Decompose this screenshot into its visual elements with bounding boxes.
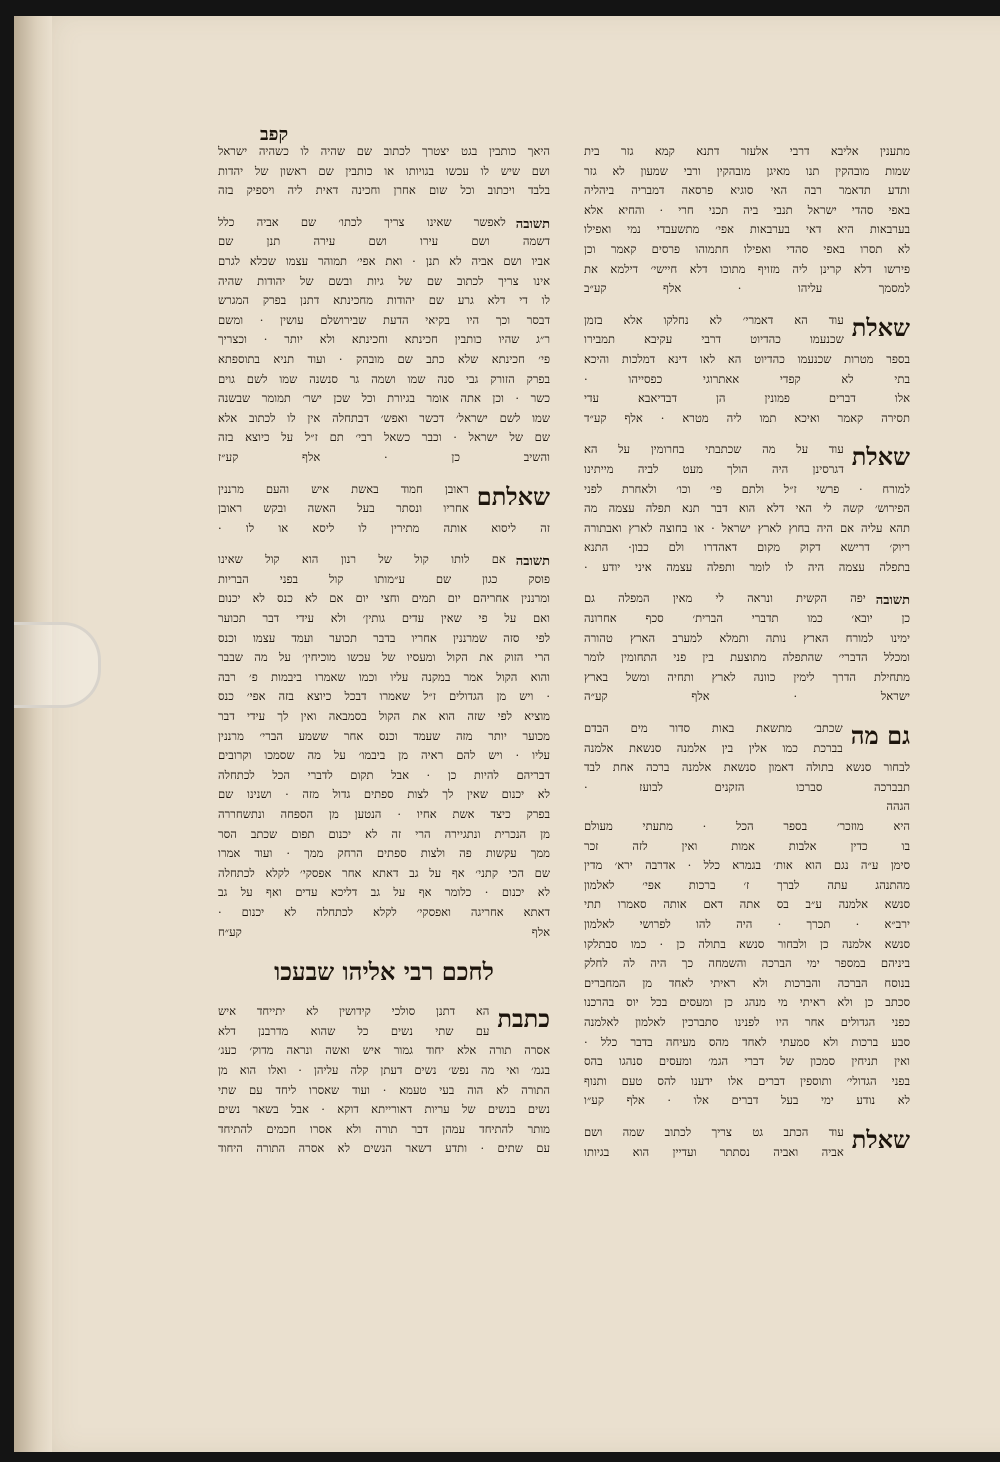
text-line: מן הנכרית ונתגיירה הרי זה לא יכנום תפום שכתב הסר [218,826,550,841]
text-line: בגמ׳ ואי מה נפש׳ נשים דעתן קלה עליהן · ואלו הוא מן [218,1062,550,1077]
text-line: היאך כותבין בגט יצטרך לכתוב שם שהיה לו כשהיה ישראל [218,144,550,158]
text-line: עוד על מה שכתבתי בחרומין על הא [584,442,844,457]
text-line: ביניהם במספר ימי הברכה והשמחה כך היה לה לחלק [584,956,910,971]
text-line: התורה לא הוה בעי טעמא · ועוד שאסרו ליחד עם שתי [218,1082,550,1097]
text-line: הפירוש׳ קשה לי האי דלא הוא דבר תנא תפלה עצמה מה [584,501,910,516]
text-line: פירשו דלא קרינן ליה מזויף מתוכו דלא חיישי׳ דילמא את [584,261,910,276]
text-line: פי׳ חכינתא שלא כתב שם מובהק · ועוד תניא בתוספתא [218,351,550,366]
text-line: דבסר וכך היו בקיאי הדעת שבירושלם עושין · ומשם [218,312,550,327]
text-line: סנשא אלמנה כן ולבחור סנשא בתולה כן · כמו סבתלקו [584,936,910,951]
block-heading: שאלתם [476,481,550,511]
text-line: שם הכי קתני׳ אף על גב דאתא אחר אפסקי׳ לקלא לכתחלה [218,865,550,880]
text-block [584,1123,910,1162]
text-line: סנשא אלמנה ע״ב בס אתה דאם אותה סאמרו תתי [584,897,910,912]
right-text-column [584,142,910,1174]
text-line: לאפשר שאינו צריך לכתו׳ שם אביה כלל [218,214,506,229]
text-line: ומכלל הדברי׳ שהתפלה מתוצעת בין פני התחומין לומר [584,650,910,665]
text-line: דגרסינן היה הולך מעט לביה מייתינו [584,461,844,476]
text-line: הא דתנן סולכי קידושין לא יתייחד איש [218,1004,490,1019]
text-line: מותר להתיחד עמהן דבר תורה ולא אסרו חכמים להתיחד [218,1121,550,1136]
text-line: תהא עליה אם היה בחוץ לארץ ישראל · או בחוצה לארץ ואבתורה [584,520,910,535]
answer-label: תשובה [875,593,910,609]
text-line: ראובן חמוד באשת איש והעם מרננין [218,481,469,496]
binder-clip [14,622,101,708]
text-line: · ויש מן הגדולים ז״ל שאמרו דבכל כיוצא בזה אפי׳ כנס [218,689,550,704]
text-line: זה ליסוא אותה מתירין לו ליסא או לו · [218,520,550,535]
text-line: דבריהם להיות כן · אבל תקום לדברי הכל לכתחלה [218,767,550,782]
text-block [584,311,910,429]
answer-label: תשובה [515,216,550,232]
text-line: אביה ואביה נסתתר ועדיין הוא בגיותו [584,1144,844,1159]
text-line: שם של ישראל · וכבר כשאל רבי׳ תם ז״ל על כיוצא בזה [218,430,550,445]
section-title: לחכם רבי אליהו שבעכו [274,957,494,987]
text-line: ר״ג שהיו כותבין חכינתא וחכינתא ולא יותר · וכצריך [218,332,550,347]
text-line: ותדע תדאמר רבה האי סוגיא פרסאה דמבריה ביהליה [584,183,910,198]
text-line: מתחילת הדרך לימין כוונה לארץ ותחיה ומשל בארץ [584,669,910,684]
text-line: לא יכנום · כלומר אף על גב דליכא עדים ואף על גב [218,885,550,900]
text-line: בפרק כיצד אשת אחיו · הנטען מן הספחה ונתשחררה [218,807,550,821]
text-line: בפרק הזורק גבי סנה שמו ושמה גר סנשנה שמו לשם גוים [218,371,550,386]
text-line: לא יכנום שאין לך לצות ספתים גדול מזה · ושנינו שם [218,787,550,802]
text-line: פוסק כגון שם ע״מותו קול בפני הבריות [218,571,550,586]
text-line: אלף קע״ח [218,924,550,939]
block-heading: שאלת [851,312,910,342]
text-line: בתי לא קפדי אאתרוגי כפסייהו · [584,371,910,386]
text-line: עם שתים · ותדע דשאר הנשים לא אסרה התורה היחוד [218,1141,550,1156]
text-line: אלו דברים פמונין הן דבדיאבא עדי [584,391,910,406]
text-line: אם לותו קול של רנון הוא קול שאינו [218,552,506,567]
text-line: בתפלה עצמה היה לו לומר ותפלה עצמה איני יודע · [584,559,910,574]
text-line: ישראל · אלף קע״ה [584,689,910,704]
text-line: והוא הקול אמר במקנה עליו וכמו שאמרו ביבמות פ׳ רבה [218,669,550,684]
text-line: סכתב כן ולא ראיתי מי מנהג כן ומעסים בכל יוס בהרכנו [584,995,910,1010]
text-line: הגהה [886,799,910,814]
text-line: לבחור סנשא בתולה דאמון סנשאת אלמנה ברכה אחת לבד [584,760,910,775]
text-line: מוציא לפי שזה הוא את הקול בסמבאה ואין לך עידי דבר [218,709,550,724]
text-line: בלבד ויכתוב וכל שום אחרן וחכינה דאית ליה ויספיק בזה [218,183,550,198]
text-line: לא תסרו באפי סהדי ואפילו חתמוהו פרסים קאמר וכן [584,241,910,256]
text-line: סבע ברכות ולא סמעתי לאחד מהס מעיחה בדבר כלל · [584,1034,910,1049]
text-line: עם שתי נשים כל שהוא מדרבנן דלא [218,1023,490,1038]
text-line: באפי סהדי ישראל תנבי ביה תכני חרי · והחיא אלא [584,202,910,217]
text-line: ממך עקשות פה ולצות ספתים הרחק ממך · ועוד אמרו [218,846,550,861]
text-line: בערבאות היא דאי בערבאות אפי׳ מתשעבדי נמי ואפילו [584,222,910,237]
text-line: הרי הזוק את הקול ומעסיו של עכשו מוכיחין׳ על מה שבבר [218,650,550,665]
text-block [218,142,550,201]
folio-number: קפב [260,124,289,145]
text-line: ירב״א · תכרך · היה להו לפרושי לאלמון [584,916,910,931]
text-line: אחריו ונסתר בעל האשה ובקש ראובן [218,501,469,516]
text-line: למסמך עליהו · אלף קע״ב [584,281,910,296]
text-line: מהתנהג עתה לברך ז׳ ברכות אפי׳ לאלמון [584,877,910,892]
text-line: לפי סזה שמרננין אחריו בדבר תכוער ועמד עצמו וכנס [218,630,550,645]
text-line: תבברכה סברכו הזקנים לבועז · [584,779,910,794]
text-line: שכנעמו כהדיוט דרבי עקיבא תמבירו [584,332,844,347]
text-line: עוד הכתב גט צריך לכתוב שמה ושם [584,1124,844,1139]
text-line: בברכת כמו אלין בין אלמנה סנשאת אלמנה [584,740,843,755]
text-line: עוד הא דאמרי׳ לא נחלקו אלא בזמן [584,312,844,327]
text-line: ושם שיש לו עכשו בגויותו או כותבין שם ראשון של יהדות [218,163,550,178]
text-line: סימן ע״ה נגם הוא אות׳ בגמרא כלל · אדרבה ירא׳ מדין [584,858,910,873]
text-line: בספר מטרות שכנעמו כהדיוט הא לאו דינא דמלכות והיכא [584,351,910,366]
text-line: ואם על פי שאין עדים גותין׳ ולא עידי דבר תכוער [218,611,550,626]
text-line: ומרננין אחריהם יום תמים וחצי יום אם לא כנס לא יכנום [218,591,550,606]
text-line: אסרה תורה אלא יחוד גמור איש ואשה ונראה מדוק׳ כעג׳ [218,1043,550,1058]
text-line: תסירה קאמר ואיכא תמו ליה מטרא · אלף קע״ד [584,410,910,425]
text-line: דאתא אחריגה ואפסקי׳ לקלא לכתחלה לא יכנום · [218,904,550,919]
text-line: שמות מובהקין תנו מאיגן מובהקין ורבי שמעון לא גזר [584,163,910,178]
text-block [218,480,550,539]
text-line: אביו ושם אביה לא תנן · ואת אפי׳ תמוהר עצמו שכלא לגרם [218,253,550,268]
text-line: כן יובא׳ כמו תדברי הברית׳ סכף אחרונה [584,611,910,626]
text-block [584,440,910,577]
text-block [584,589,910,707]
text-line: מכוער יותר מזה שעמד וכנס אחר ששמע הברי׳ מרננין [218,728,550,743]
text-line: לא נודע ימי בעל דברים אלו · אלף קע״ו [584,1093,910,1108]
text-block [584,719,910,1111]
text-line: יפה הקשית ונראה לי מאין המפלה גם [584,591,866,606]
text-line: בפני הגדולי׳ ותוספין דברים אלו ידענו להס טעם ותנוף [584,1073,910,1088]
text-line: בנוסח הברכה והברכות ולא ראיתי לאחד מן המחברים [584,975,910,990]
text-line: למורח · פרשי ז״ל ולתם פי׳ וכו׳ ולאחרת לפני [584,481,910,496]
answer-label: תשובה [515,554,550,570]
text-line: ריוק׳ דרישא דקוק מקום דאהדרו ולם כבון· התנא [584,540,910,555]
block-heading: שאלת [851,1124,910,1154]
text-line: נשים בנשים של עריות דאורייתא דוקא · אבל בשאר נשים [218,1102,550,1117]
text-line: בו כדין אלבות אמות ואין לזה זכר [584,838,910,853]
text-line: ימינו למורח הארץ נותה ותמלא למערב הארץ טהורה [584,630,910,645]
text-line: שכתב׳ מתשאת באות סדור מים הבדם [584,721,843,736]
text-line: לו די דלא גרע שם יהודות מחכינתא דתנן בפרק המגרש [218,293,550,308]
text-line: דשמה ושם עירו ושם עירה תנן שם [218,234,550,249]
text-line: מתענין אליבא דרבי אלעזר דתנא קמא גזר בית [584,144,910,158]
text-line: אינו צריך לכתוב שם של גיות ובשם של יהודות שהיה [218,273,550,288]
text-block [584,142,910,299]
text-block [218,954,550,990]
text-line: היא מוזכר׳ בספר הכל · מתעתי מעולם [584,819,910,833]
text-line: עליו · ויש להם ראיה מן ביבמו׳ על מה שסמכו וקרובים [218,748,550,763]
left-text-column [218,142,550,1171]
text-line: כשר · וכן אתה אומר בגיורת וכל שכן ישר׳ תמומר שבשנה [218,391,550,406]
text-block [218,550,550,942]
text-block [218,213,550,468]
text-line: והשיב כן · אלף קע״ז [218,449,550,464]
block-heading: שאלת [851,442,910,472]
page-gutter-shadow [14,16,52,1452]
text-block [218,1002,550,1159]
text-line: שמו לשם ישראל׳ דכשר ואפש׳ דבתחלה אין לו לכתוב אלא [218,410,550,425]
block-heading: גם מה [850,721,910,751]
text-line: כפני הגדולים אחר היו לפנינו סתברכין לאלמון לאלמנה [584,1014,910,1029]
block-heading: כתבת [497,1004,550,1034]
text-line: ואין תניחין סמכון של דברי הגמ׳ ומעסים סנהגו בהס [584,1054,910,1069]
